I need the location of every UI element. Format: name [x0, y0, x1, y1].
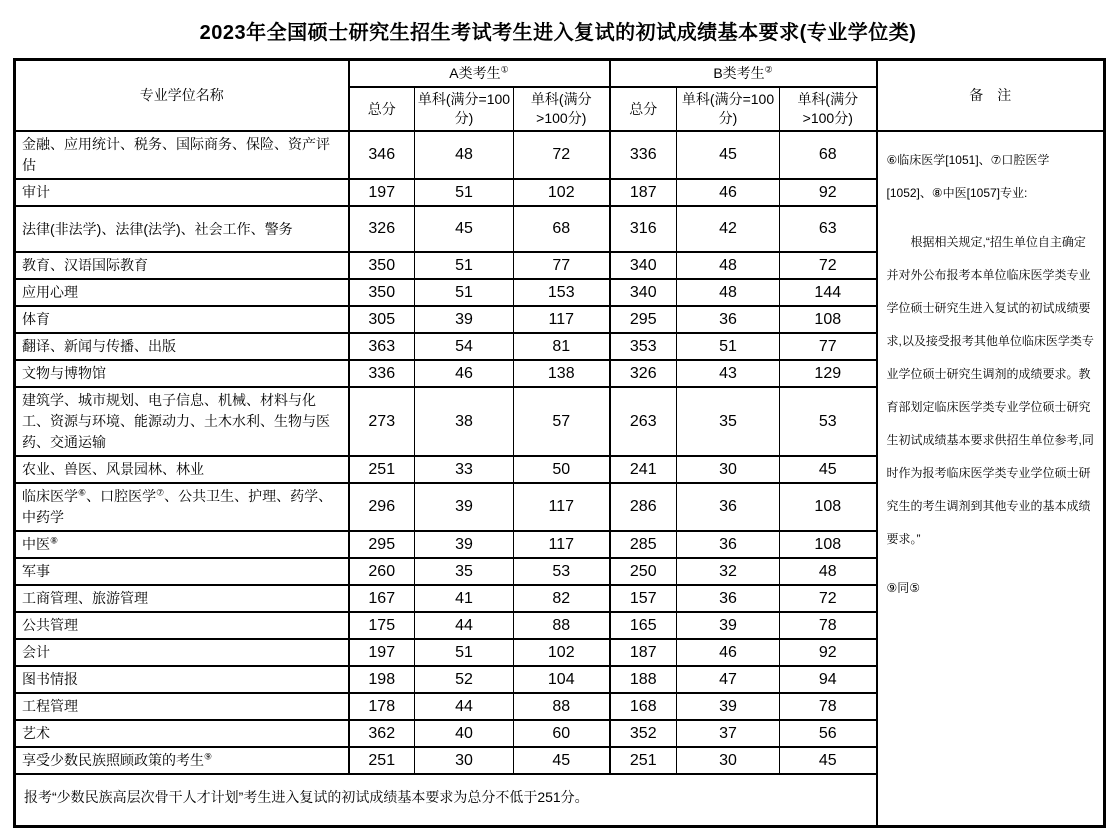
score-cell: 53	[780, 387, 877, 456]
program-name-cell: 金融、应用统计、税务、国际商务、保险、资产评估	[15, 131, 349, 179]
score-cell: 129	[780, 360, 877, 387]
score-cell: 285	[610, 531, 677, 558]
score-cell: 94	[780, 666, 877, 693]
score-cell: 102	[514, 639, 610, 666]
score-cell: 50	[514, 456, 610, 483]
score-cell: 165	[610, 612, 677, 639]
score-cell: 336	[610, 131, 677, 179]
program-name-cell: 公共管理	[15, 612, 349, 639]
score-cell: 82	[514, 585, 610, 612]
subheader-a-single-over100: 单科(满分>100分)	[514, 87, 610, 131]
score-cell: 72	[780, 252, 877, 279]
program-name-cell: 法律(非法学)、法律(法学)、社会工作、警务	[15, 206, 349, 252]
score-cell: 39	[415, 306, 514, 333]
score-cell: 353	[610, 333, 677, 360]
score-cell: 77	[780, 333, 877, 360]
score-cell: 51	[677, 333, 780, 360]
score-cell: 117	[514, 483, 610, 531]
score-cell: 251	[610, 747, 677, 774]
score-cell: 68	[780, 131, 877, 179]
score-cell: 46	[677, 179, 780, 206]
score-cell: 138	[514, 360, 610, 387]
score-cell: 51	[415, 252, 514, 279]
score-cell: 187	[610, 639, 677, 666]
score-cell: 260	[349, 558, 415, 585]
score-cell: 250	[610, 558, 677, 585]
score-cell: 45	[780, 747, 877, 774]
program-name-cell: 文物与博物馆	[15, 360, 349, 387]
subheader-a-total: 总分	[349, 87, 415, 131]
score-cell: 35	[677, 387, 780, 456]
score-cell: 48	[780, 558, 877, 585]
program-name-cell: 建筑学、城市规划、电子信息、机械、材料与化工、资源与环境、能源动力、土木水利、生物与医药、交通运输	[15, 387, 349, 456]
score-cell: 45	[415, 206, 514, 252]
score-cell: 37	[677, 720, 780, 747]
score-cell: 39	[677, 612, 780, 639]
score-cell: 45	[780, 456, 877, 483]
score-cell: 63	[780, 206, 877, 252]
score-cell: 40	[415, 720, 514, 747]
score-cell: 198	[349, 666, 415, 693]
score-cell: 286	[610, 483, 677, 531]
score-cell: 92	[780, 639, 877, 666]
remark-paragraph: ⑨同⑤	[886, 581, 921, 595]
score-cell: 144	[780, 279, 877, 306]
score-cell: 78	[780, 612, 877, 639]
score-cell: 48	[677, 279, 780, 306]
program-name-cell: 艺术	[15, 720, 349, 747]
score-cell: 363	[349, 333, 415, 360]
score-cell: 296	[349, 483, 415, 531]
score-cell: 336	[349, 360, 415, 387]
column-group-a-candidates: A类考生①	[349, 60, 610, 88]
score-cell: 340	[610, 252, 677, 279]
score-cell: 36	[677, 306, 780, 333]
score-cell: 104	[514, 666, 610, 693]
score-cell: 251	[349, 456, 415, 483]
program-name-cell: 军事	[15, 558, 349, 585]
score-cell: 30	[415, 747, 514, 774]
program-name-cell: 图书情报	[15, 666, 349, 693]
page-title: 2023年全国硕士研究生招生考试考生进入复试的初试成绩基本要求(专业学位类)	[199, 22, 917, 44]
program-name-cell: 会计	[15, 639, 349, 666]
score-cell: 45	[514, 747, 610, 774]
score-cell: 362	[349, 720, 415, 747]
score-cell: 30	[677, 456, 780, 483]
score-cell: 33	[415, 456, 514, 483]
score-table	[13, 58, 1106, 828]
score-cell: 108	[780, 531, 877, 558]
score-cell: 352	[610, 720, 677, 747]
table-row	[15, 131, 1105, 179]
footnote-marker: ⑨	[204, 751, 213, 762]
remarks-cell	[877, 131, 1105, 827]
score-cell: 54	[415, 333, 514, 360]
score-cell: 295	[349, 531, 415, 558]
score-cell: 30	[677, 747, 780, 774]
program-name-cell: 中医⑧	[15, 531, 349, 558]
score-cell: 273	[349, 387, 415, 456]
subheader-b-total: 总分	[610, 87, 677, 131]
score-cell: 45	[677, 131, 780, 179]
score-cell: 32	[677, 558, 780, 585]
score-cell: 108	[780, 483, 877, 531]
score-cell: 43	[677, 360, 780, 387]
score-cell: 48	[677, 252, 780, 279]
score-cell: 44	[415, 693, 514, 720]
score-cell: 36	[677, 531, 780, 558]
program-name-cell: 工商管理、旅游管理	[15, 585, 349, 612]
score-cell: 57	[514, 387, 610, 456]
score-cell: 241	[610, 456, 677, 483]
score-cell: 88	[514, 693, 610, 720]
footnote-marker: ②	[764, 64, 773, 75]
program-name-cell: 工程管理	[15, 693, 349, 720]
score-cell: 153	[514, 279, 610, 306]
score-cell: 39	[415, 483, 514, 531]
score-cell: 46	[677, 639, 780, 666]
score-cell: 350	[349, 252, 415, 279]
score-cell: 88	[514, 612, 610, 639]
program-name-cell: 农业、兽医、风景园林、林业	[15, 456, 349, 483]
table-header	[15, 60, 1105, 132]
column-group-b-candidates: B类考生②	[610, 60, 877, 88]
score-cell: 36	[677, 585, 780, 612]
score-cell: 51	[415, 639, 514, 666]
score-cell: 53	[514, 558, 610, 585]
score-cell: 340	[610, 279, 677, 306]
subheader-b-single-over100: 单科(满分>100分)	[780, 87, 877, 131]
score-cell: 38	[415, 387, 514, 456]
footnote-cell: 报考“少数民族高层次骨干人才计划”考生进入复试的初试成绩基本要求为总分不低于251分。	[15, 774, 877, 827]
subheader-b-single-100: 单科(满分=100分)	[677, 87, 780, 131]
score-cell: 41	[415, 585, 514, 612]
column-header-program-name: 专业学位名称	[15, 60, 349, 132]
program-name-cell: 应用心理	[15, 279, 349, 306]
score-cell: 263	[610, 387, 677, 456]
program-name-cell: 教育、汉语国际教育	[15, 252, 349, 279]
score-cell: 197	[349, 639, 415, 666]
remark-paragraph: ⑥临床医学[1051]、⑦口腔医学[1052]、⑧中医[1057]专业:	[886, 153, 1050, 200]
score-cell: 39	[677, 693, 780, 720]
score-cell: 56	[780, 720, 877, 747]
score-table-body	[15, 131, 1105, 827]
score-cell: 36	[677, 483, 780, 531]
score-cell: 51	[415, 279, 514, 306]
score-cell: 68	[514, 206, 610, 252]
score-cell: 295	[610, 306, 677, 333]
score-cell: 51	[415, 179, 514, 206]
score-cell: 60	[514, 720, 610, 747]
score-cell: 52	[415, 666, 514, 693]
remark-paragraph: 根据相关规定,“招生单位自主确定并对外公布报考本单位临床医学类专业学位硕士研究生进入复试的初试成绩要求,以及接受报考其他单位临床医学类专业学位硕士研究生调剂的成绩要求。教育部划定临床医学类专业学位硕士研究生初试成绩基本要求供招生单位参考,同时作为报考临床医学类专业学位硕士研究生的考生调剂到其他专业的基本成绩要求。”	[886, 235, 1094, 546]
score-cell: 39	[415, 531, 514, 558]
score-cell: 187	[610, 179, 677, 206]
score-cell: 197	[349, 179, 415, 206]
score-cell: 102	[514, 179, 610, 206]
score-cell: 157	[610, 585, 677, 612]
score-cell: 42	[677, 206, 780, 252]
score-cell: 48	[415, 131, 514, 179]
score-cell: 72	[514, 131, 610, 179]
score-cell: 175	[349, 612, 415, 639]
score-cell: 44	[415, 612, 514, 639]
footnote-marker: ⑧	[50, 535, 59, 546]
score-cell: 117	[514, 306, 610, 333]
score-cell: 47	[677, 666, 780, 693]
score-cell: 168	[610, 693, 677, 720]
column-header-remarks: 备 注	[877, 60, 1105, 132]
footnote-marker: ⑦	[156, 487, 165, 498]
score-cell: 316	[610, 206, 677, 252]
score-cell: 326	[349, 206, 415, 252]
score-cell: 78	[780, 693, 877, 720]
score-cell: 35	[415, 558, 514, 585]
program-name-cell: 体育	[15, 306, 349, 333]
score-cell: 77	[514, 252, 610, 279]
program-name-cell: 翻译、新闻与传播、出版	[15, 333, 349, 360]
score-cell: 167	[349, 585, 415, 612]
footnote-marker: ①	[500, 64, 509, 75]
score-cell: 188	[610, 666, 677, 693]
score-cell: 117	[514, 531, 610, 558]
footnote-marker: ⑥	[78, 487, 87, 498]
score-cell: 92	[780, 179, 877, 206]
program-name-cell: 审计	[15, 179, 349, 206]
program-name-cell: 临床医学⑥、口腔医学⑦、公共卫生、护理、药学、中药学	[15, 483, 349, 531]
score-cell: 326	[610, 360, 677, 387]
score-cell: 346	[349, 131, 415, 179]
program-name-cell: 享受少数民族照顾政策的考生⑨	[15, 747, 349, 774]
score-cell: 178	[349, 693, 415, 720]
score-cell: 108	[780, 306, 877, 333]
score-cell: 46	[415, 360, 514, 387]
subheader-a-single-100: 单科(满分=100分)	[415, 87, 514, 131]
score-cell: 72	[780, 585, 877, 612]
score-cell: 81	[514, 333, 610, 360]
score-cell: 251	[349, 747, 415, 774]
score-cell: 350	[349, 279, 415, 306]
score-cell: 305	[349, 306, 415, 333]
